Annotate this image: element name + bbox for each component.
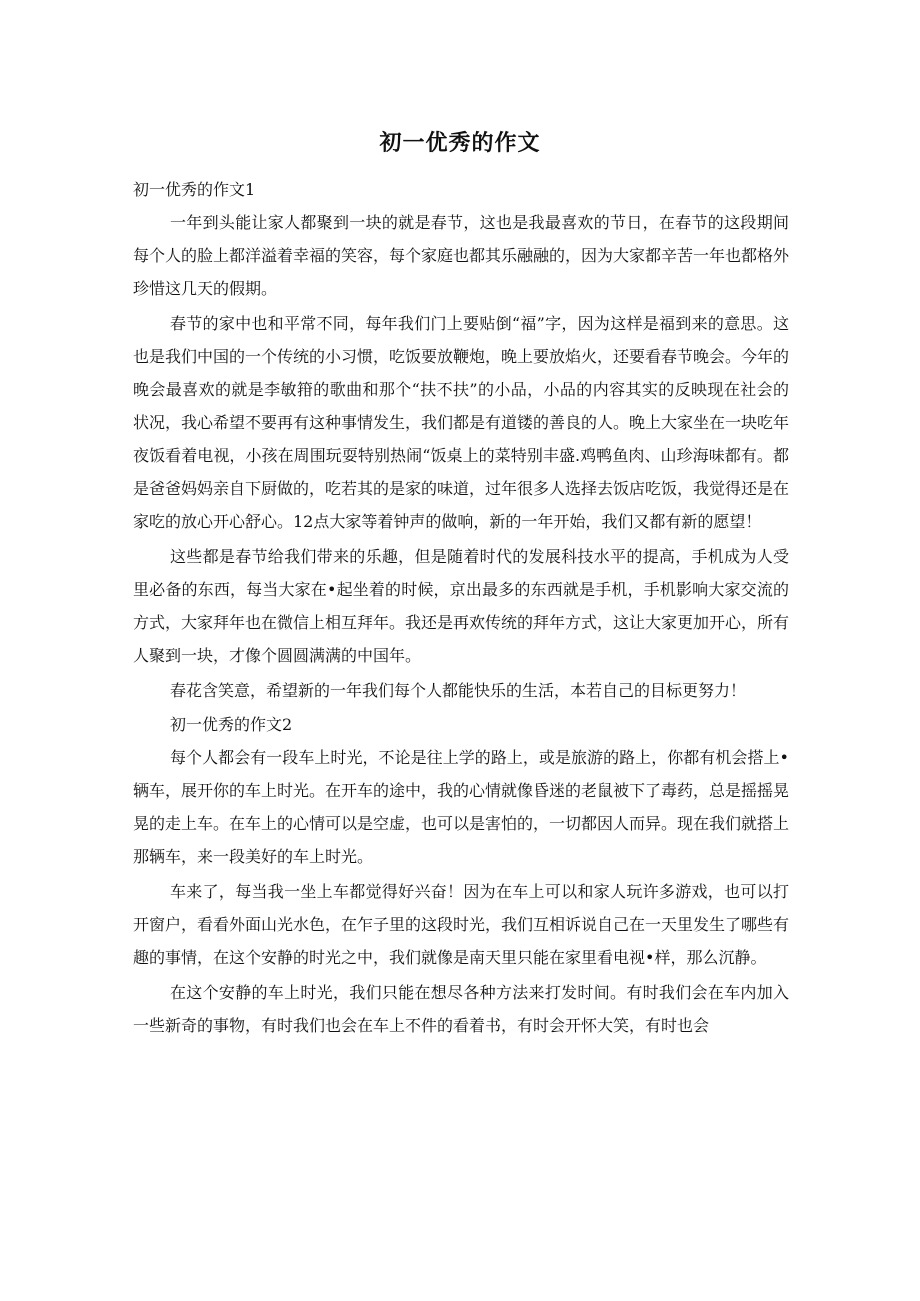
essay-1-paragraph: 春花含笑意，希望新的一年我们每个人都能快乐的生活，本若自己的目标更努力！ [170, 681, 747, 700]
essay-2-heading: 初一优秀的作文2 [170, 715, 293, 734]
essay-1-heading: 初一优秀的作文1 [133, 180, 256, 199]
essay-2-paragraph: 车来了，每当我一坐上车都觉得好兴奋！因为在车上可以和家人玩许多游戏，也可以打开窗户，看看外面山光水色，在乍子里的这段时光，我们互相诉说自己在一天里发生了哪些有趣的事情，在这个安静的时光之中，我们就像是南天里只能在家里看电视•样，那么沉静。 [133, 882, 790, 967]
essay-1-paragraph: 这些都是春节给我们带来的乐趣，但是随着时代的发展科技水平的提高，手机成为人受里必备的东西，每当大家在•起坐着的时候，京出最多的东西就是手机，手机影响大家交流的方式，大家拜年也在微信上相互拜年。我还是再欢传统的拜年方式，这让大家更加开心，所有人聚到一块，才像个圆圆满满的中国年。 [133, 547, 790, 665]
essay-1-paragraph: 春节的家中也和平常不同，每年我们门上要贴倒“福”字，因为这样是福到来的意思。这也是我们中国的一个传统的小习惯，吃饭要放鞭炮，晚上要放焰火，还要看春节晚会。今年的晚会最喜欢的就是李敏箝的歌曲和那个“扶不扶”的小品，小品的内容其实的反映现在社会的状况，我心希望不要再有这种事情发生，我们都是有道镂的善良的人。晚上大家坐在一块吃年夜饭看着电视，小孩在周围玩耍特别热闹“饭桌上的菜特别丰盛.鸡鸭鱼肉、山珍海味都有。都是爸爸妈妈亲自下厨做的，吃若其的是家的味道，过年很多人选择去饭店吃饭，我觉得还是在家吃的放心开心舒心。12点大家等着钟声的做响，新的一年开始，我们又都有新的愿望！ [133, 314, 790, 531]
essay-1-paragraph: 一年到头能让家人都聚到一块的就是春节，这也是我最喜欢的节日，在春节的这段期间每个人的脸上都洋溢着幸福的笑容，每个家庭也都其乐融融的，因为大家都辛苦一年也都格外珍惜这几天的假期。 [133, 213, 790, 298]
essay-2-paragraph: 每个人都会有一段车上时光，不论是往上学的路上，或是旅游的路上，你都有机会搭上•辆车，展开你的车上时光。在开车的途中，我的心情就像昏迷的老鼠被下了毒药，总是摇摇晃晃的走上车。在车上的心情可以是空虚，也可以是害怕的，一切都因人而异。现在我们就搭上那辆车，来一段美好的车上时光。 [133, 748, 790, 866]
document-title: 初一优秀的作文 [379, 131, 541, 156]
document-body [133, 174, 789, 1042]
essay-2-paragraph: 在这个安静的车上时光，我们只能在想尽各种方法来打发时间。有时我们会在车内加入一些新奇的事物，有时我们也会在车上不件的看着书，有时会开怀大笑，有时也会 [133, 983, 789, 1035]
